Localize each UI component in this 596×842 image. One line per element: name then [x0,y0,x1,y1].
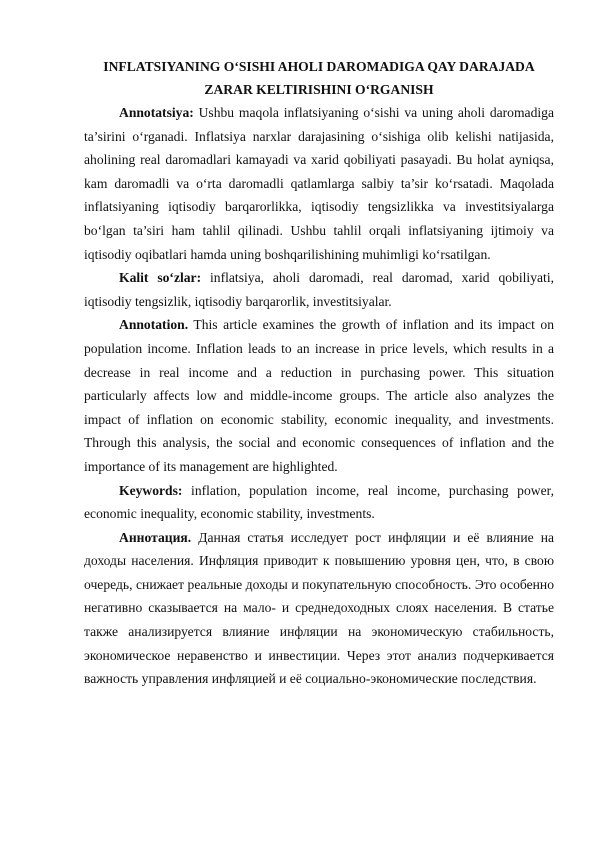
keywords-english [84,479,554,526]
abstract-uzbek [84,101,554,266]
keywords-uzbek [84,266,554,313]
abstract-russian-text: Данная статья исследует рост инфляции и её влияние на доходы населения. Инфляция приводит к повышению уровня цен, что, в свою очередь, снижает реальные доходы и покупательную способность. Это особенно негативно сказывается на мало- и среднедоходных слоях населения. В статье также анализируется влияние инфляции на экономическую стабильность, экономическое неравенство и инвестиции. Через этот анализ подчеркивается важность управления инфляцией и её социально-экономические последствия. [84,529,554,687]
article-page [84,55,554,691]
keywords-english-text: inflation, population income, real income, purchasing power, economic inequality, economic stability, investments. [84,482,554,522]
abstract-english [84,313,554,478]
abstract-uzbek-text: Ushbu maqola inflatsiyaning o‘sishi va uning aholi daromadiga ta’sirini o‘rganadi. Inflatsiya narxlar darajasining o‘sishiga olib kelishi natijasida, aholining real daromadlari kamayadi va xarid qobiliyati pasayadi. Bu holat ayniqsa, kam daromadli va o‘rta daromadli qatlamlarga salbiy ta’sir ko‘rsatadi. Maqolada inflatsiyaning iqtisodiy barqarorlikka, iqtisodiy tengsizlikka va investitsiyalarga bo‘lgan ta’siri ham tahlil qilinadi. Ushbu tahlil orqali inflatsiyaning ijtimoiy va iqtisodiy oqibatlari hamda uning boshqarilishining muhimligi ko‘rsatilgan. [84,105,554,262]
abstract-uzbek-label: Annotatsiya: [119,105,194,120]
abstract-english-text: This article examines the growth of inflation and its impact on population income. Inflation leads to an increase in price levels, which results in a decrease in real income and a reduction in purchasing power. This situation particularly affects low and middle-income groups. The article also analyzes the impact of inflation on economic stability, economic inequality, and investments. Through this analysis, the social and economic consequences of inflation and the importance of its management are highlighted. [84,317,554,474]
keywords-english-label: Keywords: [119,482,183,498]
article-title [84,55,554,101]
abstract-english-label: Annotation. [119,317,189,333]
article-title-line-1: INFLATSIYANING O‘SISHI AHOLI DAROMADIGA QAY DARAJADA [103,59,535,74]
article-title-line-2: ZARAR KELTIRISHINI O‘RGANISH [204,82,434,97]
abstract-russian [84,526,554,691]
keywords-uzbek-text: inflatsiya, aholi daromadi, real daromad, xarid qobiliyati, iqtisodiy tengsizlik, iqtisodiy barqarorlik, investitsiyalar. [84,270,554,309]
abstract-russian-label: Аннотация. [119,529,192,545]
keywords-uzbek-label: Kalit so‘zlar: [119,270,202,286]
